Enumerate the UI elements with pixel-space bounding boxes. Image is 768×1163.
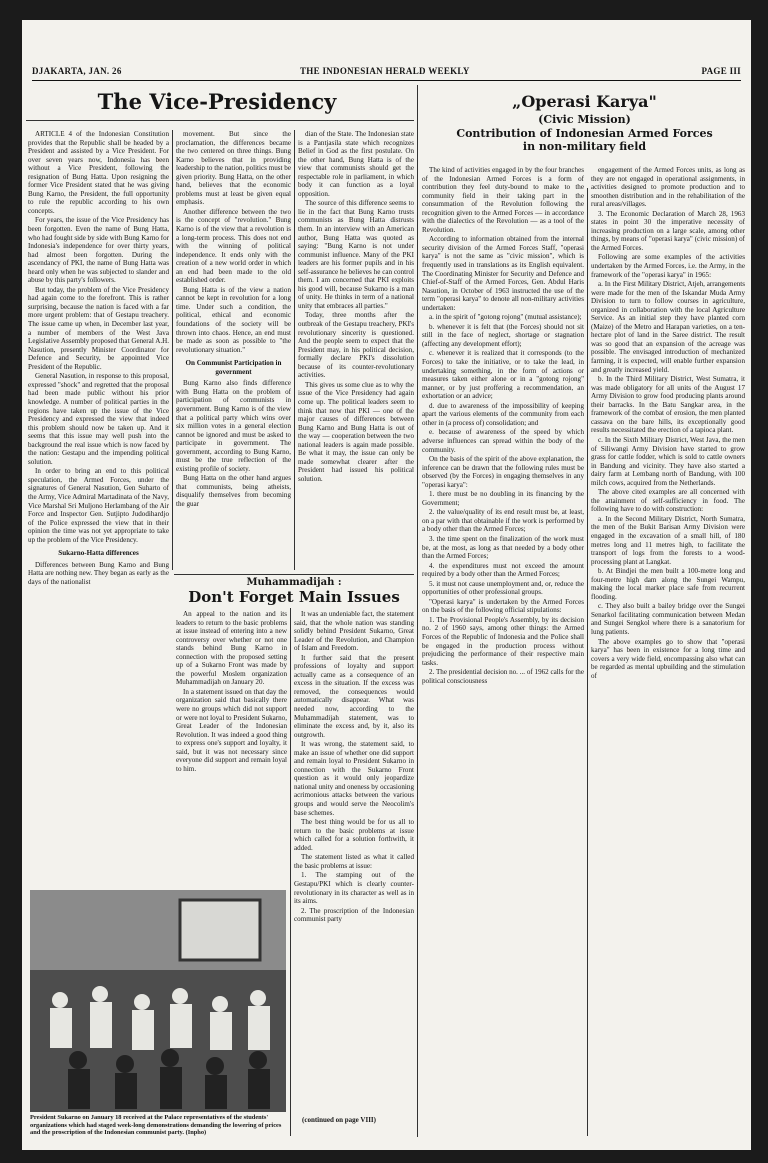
column-rule: [290, 608, 291, 1136]
column-rule: [172, 130, 173, 570]
paragraph: This gives us some clue as to why the issue of the Vice Presidency had again come up. The political leaders seem to think that now that PKI — one of the major causes of differences between Bung Karno and Bung Hatta is out of the way — cooperation between the two national leaders is again made possible. Be what it may, the issue can only be made somewhat clearer after the President had issued his political solution.: [298, 380, 414, 483]
paragraph: b. whenever it is felt that (the Forces) should not sit still in the face of neglect, shortage or stagnation (affecting any development effort);: [422, 322, 584, 348]
page-header: [32, 66, 741, 80]
paragraph: Bung Hatta on the other hand argues that communists, being atheists, disqualify themselves from becoming the guar: [176, 474, 291, 508]
page-number: PAGE III: [701, 66, 741, 76]
paragraph: 2. The proscription of the Indonesian communist party: [294, 906, 414, 924]
paragraph: Differences between Bung Karno and Bung Hatta are nothing new. They began as early as the days of the nationalist: [28, 560, 169, 586]
paragraph: On the basis of the spirit of the above explanation, the inference can be drawn that the following rules must be observed (by the Forces) in engaging themselves in any "operasi karya":: [422, 455, 584, 489]
paragraph: The best thing would be for us all to return to the basic problems at issue which called for a solution forthwith, it added.: [294, 818, 414, 852]
paragraph: Bung Hatta is of the view a nation cannot be kept in revolution for a long time. Under such a condition, the political, ethical and economic foundations of the society will be thrown into chaos. Hence, an end must be made as soon as possible to "the revolutionary situation.": [176, 285, 291, 354]
paragraph: c. whenever it is realized that it corresponds (to the Forces) to take the initiative, or to take the lead, in undertaking something, in the form of actions or measures taken either alone or in a "gotong rojong" manner, or by just proffering a recommendation, an exhortation or an advice;: [422, 349, 584, 401]
paragraph: It was an undeniable fact, the statement said, that the whole nation was standing solidly behind President Sukarno, Great Leader of the Revolution, and Champion of Islam and Freedom.: [294, 610, 414, 653]
paragraph: b. In the Third Military District, West Sumatra, it was made obligatory for all units of the August 17 Army Division to grow food producing plants around their barracks. In the Batu Sangkar area, in the framework of the combat of erosion, the men planted cassava on the bare hills, its exceptionally good results necessitated the erection of a tapioca plant.: [591, 375, 745, 435]
paragraph: For years, the issue of the Vice Presidency has been forgotten. Even the name of Bung Hatta, who had fought side by side with Bung Karno for Indonesia's independence for over thirty years, had almost been forgotten. During the ascendancy of PKI, the name of Bung Hatta was heard only when he was subjected to slander and abuse by this party's followers.: [28, 216, 169, 285]
paragraph: a. In the Second Military District, North Sumatra, the men of the Bukit Barisan Army Division were engaged in the excavation of a small hill, of 180 metres long and 11 metres high, to facilitate the transport of logs from the forests to a wood-processing plant at Langkat.: [591, 514, 745, 566]
paragraph: a. in the spirit of "gotong rojong" (mutual assistance);: [429, 313, 582, 322]
paragraph: It further said that the present professions of loyalty and support actually came as a consequence of an excess in the situation. If the excess was removed, the consequences would automatically disappear. What was needed now, according to the Muhammadijah statement, was to eliminate the excess and, by it, also its outgrowth.: [294, 653, 414, 739]
section-divider: [417, 85, 418, 1137]
place-date: DJAKARTA, JAN. 26: [32, 66, 122, 76]
muh-title: Don't Forget Main Issues: [188, 588, 400, 606]
paragraph: The kind of activities engaged in by the four branches of the Indonesian Armed Forces is a form of contribution they feel duty-bound to make to the community field in their taking part in the consummation of the Revolution following the recognition given to the Armed Forces — in accordance with the dialectics of the Revolution — as a tool of the Revolution.: [422, 166, 584, 234]
paragraph: But today, the problem of the Vice Presidency had again come to the forefront. This is rather surprising, because the nation is faced with a far more urgent problem: that of Gestapu treachery. The issue came up when, in December last year, a number of members of the West Java Legislative Assembly proposed that General A.H. Nasution, presently Minister Coordinator for Defence and Security, be appointed Vice President of the Republic.: [28, 285, 169, 371]
paragraph: b. At Bindjei the men built a 100-metre long and four-metre high dam along the Sungei Wampu, making the local marker place safe from recurrent flooding.: [591, 567, 745, 601]
paragraph: It was wrong, the statement said, to make an issue of whether one did support and remain loyal to President Sukarno in connection with the Sukarno Front question as it would only jeopardize national unity and oneness by occasioning acrimonious attacks between the various groups and would serve the Neocolim's base schemes.: [294, 740, 414, 817]
paper-name: THE INDONESIAN HERALD WEEKLY: [300, 66, 470, 76]
op-subtitle: (Civic Mission): [538, 113, 631, 126]
paragraph: e. because of awareness of the speed by which adverse influences can spread within the body of the community.: [422, 428, 584, 454]
paragraph: The source of this difference seems to lie in the fact that Bung Karno trusts communists as Bung Hatta distrusts them. In an interview with an American author, Bung Hatta was quoted as saying: "Bung Karno is not under communist influence. Many of the PKI leaders are his former pupils and in his self-assurance he believes he can control them. I am concerned that PKI exploits his good will, because Sukarno is a man of unity. He thinks in term of a national unity that embraces all parties.": [298, 199, 414, 310]
paragraph: 5. it must not cause unemployment and, or, reduce the opportunities of other professional groups.: [422, 579, 584, 597]
paragraph: 2. the value/quality of its end result must be, at least, on a par with that obtainable if the work is performed by a body other than the Armed Forces;: [422, 508, 584, 534]
paragraph: In order to bring an end to this political speculation, the Armed Forces, under the signatures of General Nasution, Gen Suharto of the Army, Vice Admiral Martadinata of the Navy, Vice Marshal Sri Muljono Herlambang of the Air Force and Inspector Gen. Sutjipto Judodihardjo of the Police expressed the view that in their opinion the time was not yet appropriate to take up the problem of the Vice Presidency.: [28, 467, 169, 544]
paragraph: In a statement issued on that day the organization said that basically there were no groups which did not support or were not loyal to President Sukarno, Great Leader of the Indonesian Revolution. It was indeed a good thing to express one's support and loyalty, it said, but it was not necessary since everyone did support and remain loyal to him.: [176, 687, 287, 773]
paragraph: c. In the Sixth Military District, West Java, the men of Siliwangi Army Division have started to grow grass for cattle fodder, which is sold to cattle owners in Bandung and vicinity. They have also started a dairy farm at Lembang north of Bandung, with 100 milch cows, acquired from the Netherlands.: [591, 435, 745, 487]
paragraph: engagement of the Armed Forces units, as long as they are not engaged in operational assignments, in activities designed to promote production and to smoothen distribution and in the rehabilitation of the rural areas/villages.: [591, 166, 745, 209]
paragraph: 3. The Economic Declaration of March 28, 1963 states in point 30 the imperative necessity of increasing production on a large scale, among other things, by means of "operasi karya" (civic mission) of the Armed Forces.: [591, 209, 745, 252]
paragraph: c. They also built a bailey bridge over the Sungei Senarkol facilitating communication between Medan and Sungei Sengkol where there is a sanatorium for lung patients.: [591, 602, 745, 636]
op-title: „Operasi Karya": [512, 92, 657, 111]
muh-kicker: Muhammadijah :: [246, 577, 342, 588]
op-column-2: [591, 166, 745, 1138]
paragraph: a. In the First Military District, Atjeh, arrangements were made for the men of the Iskandar Muda Army Division to turn to follow courses in agriculture, organized in collaboration with the local Agriculture Service. As an initial step they have planted corn (Maize) of the Metro and Harapan varieties, on a ten-hectare plot of land in the Saree district. The result was so good that an expansion of the acreage was possible. The envisaged introduction of mechanized farming, it is expected, will enable further expansion and greatly increased yield.: [591, 280, 745, 374]
photo-image: [30, 890, 286, 1112]
paragraph: d. due to awareness of the impossibility of keeping apart the various elements of the community from each other in (a process of) consolidation; and: [422, 401, 584, 427]
op-column-1: [422, 166, 584, 1138]
paragraph: According to information obtained from the internal security division of the Armed Forces Staff, "operasi karya" is not the same as "civic mission", which is frequently used in translations as its English equivalent. The Coordinating Minister for Security and Defence and Chief-of-Staff of the Armed Forces, Gen. Abdul Haris Nasution, in October of 1963 instructed the use of the term "operasi karya" to denote all non-military activities undertaken:: [422, 235, 584, 312]
vp-title: The Vice-Presidency: [97, 89, 337, 114]
header-rule: [32, 80, 741, 81]
paragraph: 3. the time spent on the finalization of the work must be, at the most, as long as that needed by a body other than the Armed Forces;: [422, 534, 584, 561]
paragraph: The above cited examples are all concerned with the attainment of self-sufficiency in food. The following have to do with construction:: [591, 488, 745, 514]
vp-column-3: [298, 130, 414, 570]
newspaper-page: [22, 20, 751, 1150]
column-rule: [294, 130, 295, 570]
paragraph: 4. the expenditures must not exceed the amount required by a body other than the Armed Forces;: [422, 561, 584, 579]
paragraph: The above examples go to show that "operasi karya" has been in existence for a long time and covers a very wide field, encompassing also what can be regarded as mental upbuilding and the stimulation of: [591, 637, 745, 680]
column-rule: [587, 188, 588, 1136]
paragraph: ARTICLE 4 of the Indonesian Constitution provides that the Republic shall be headed by a President and assisted by a Vice President. For over seven years now, Indonesia has been without a Vice President, following the resignation of Bung Hatta. Upon resigning the former Vice President stated that he was giving Bung Karno, the President, the full opportunity to rule the republic according to his own concepts.: [28, 130, 169, 215]
muh-column-1: [176, 610, 287, 910]
paragraph: Another difference between the two is the concept of "revolution." Bung Karno is of the view that a revolution is a long-term process. This does not end with the winning of political independence. It ends only with the creation of a new world order in which an end had been made to the old established order.: [176, 207, 291, 285]
paragraph: The statement listed as what it called the basic problems at issue:: [294, 853, 414, 870]
paragraph: Following are some examples of the activities undertaken by the Armed Forces, i.e. the Army, in the framework of the "operasi karya" in 1965:: [591, 253, 745, 279]
paragraph: 2. The presidential decision no. ... of 1962 calls for the political consciousness: [422, 668, 584, 685]
paragraph: General Nasution, in response to this proposal, expressed "shock" and regretted that the proposal had been made public without his prior knowledge. A number of political parties in the regions have taken up the issue of the Vice Presidency and expressed the view that indeed this problem should now be taken up. And it seems that this issue may well push into the background the real issue which is now faced by the nation: Gestapu and the impending political solution.: [28, 372, 169, 466]
news-photo: [30, 890, 286, 1112]
muh-column-2: [294, 610, 414, 1108]
paragraph: dian of the State. The Indonesian state is a Pantjasila state which recognizes Belief in God as the first postulate. On the other hand, Bung Hatta is of the view that communists should get the respectable role in parliament, in which body it can function as a loyal opposition.: [298, 130, 414, 198]
paragraph: Bung Karno also finds difference with Bung Hatta on the problem of participation of communists in government. Bung Karno is of the view that a political party which wins over six million votes in a general election cannot be ignored and must be asked to participate in government. The government, according to Bung Karno, must be the true reflection of the existing profile of society.: [176, 379, 291, 473]
paragraph: 1. there must be no doubling in its financing by the Government;: [422, 490, 584, 507]
paragraph: 1. The Provisional People's Assembly, by its decision no. 2 of 1960 says, among other things: the Armed Forces of the Republic of Indonesia and the Police shall be engaged in the production process without prejudicing the performance of their respective main tasks.: [422, 615, 584, 667]
paragraph: "Operasi karya" is undertaken by the Armed Forces on the basis of the following official stipulations:: [422, 597, 584, 615]
paragraph: 1. The stamping out of the Gestapu/PKI which is clearly counter-revolutionary in its character as well as in its aims.: [294, 871, 414, 906]
continued-note: (continued on page VIII): [302, 1116, 376, 1124]
title-rule: [26, 120, 414, 121]
vp-column-2: [176, 130, 291, 570]
photo-caption: President Sukarno on January 18 received at the Palace representatives of the students' organizations which had staged week-long demonstrations demanding the lowering of prices and the proscription of the Indonesian communist party. (Inpho): [30, 1114, 282, 1137]
subheading: On Communist Participation in government: [185, 359, 282, 376]
section-rule: [174, 574, 414, 575]
paragraph: movement. But since the proclamation, the differences became the two centered on three things. Bung Karno believes that in providing leadership to the nation, politics must be given priority. Bung Hatta, on the other hand, believes that the economic problems must at least be given equal emphasis.: [176, 130, 291, 207]
subheading: Sukarno-Hatta differences: [58, 549, 139, 558]
paragraph: An appeal to the nation and its leaders to return to the basic problems at issue instead of entering into a new controversy over whether or not one stands behind Bung Karno in connection with the proposed setting up of a Sukarno Front was made by the powerful Moslem organization Muhammadijah on January 20.: [176, 610, 287, 687]
paragraph: Today, three months after the outbreak of the Gestapu treachery, PKI's revolutionary sincerity is questioned. And the people seem to expect that the President may, in his political decision, formally declare PKI's dissolution because of its counter-revolutionary activities.: [298, 311, 414, 380]
vp-column-1: [28, 130, 169, 910]
op-headline: Contribution of Indonesian Armed Forces in non-military field: [456, 127, 713, 153]
